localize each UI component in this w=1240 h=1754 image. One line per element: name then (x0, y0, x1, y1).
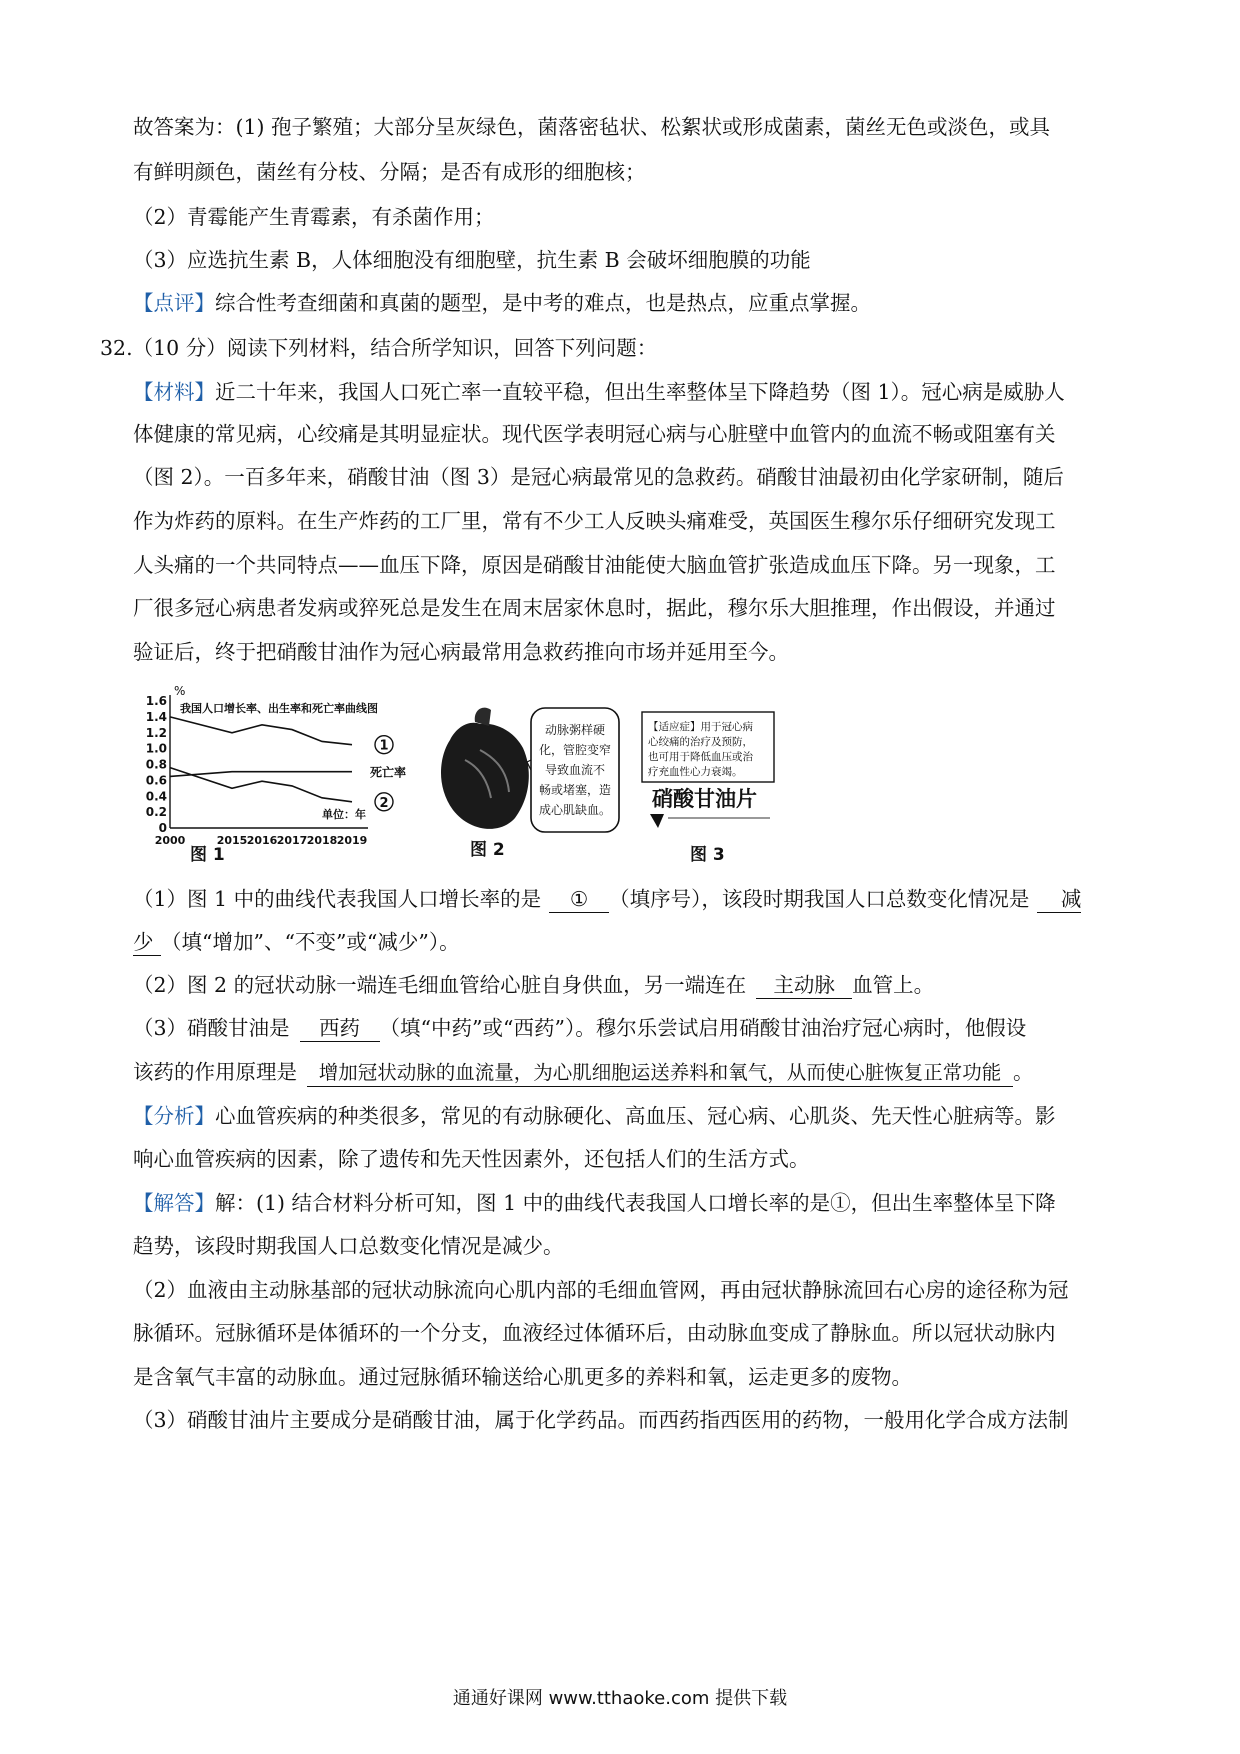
y-tick-label: 0 (158, 821, 167, 835)
figure-1-label: 图 1 (190, 845, 225, 865)
figure-3-label: 图 3 (690, 845, 725, 865)
solution-line-4: 脉循环。冠脉循环是体循环的一个分支，血液经过体循环后，由动脉血变成了静脉血。所以冠状动脉内 (133, 1321, 1056, 1345)
series-label: 2 (379, 795, 389, 811)
x-tick-label: 2019 (336, 834, 368, 847)
solution-line-6: （3）硝酸甘油片主要成分是硝酸甘油，属于化学药品。而西药指西医用的药物，一般用化学合成方法制 (133, 1408, 1069, 1432)
analysis-tag: 【分析】 (133, 1104, 215, 1128)
question-1-line-1: （1）图 1 中的曲线代表我国人口增长率的是 ① （填序号），该段时期我国人口总数变化情况是 减 (133, 887, 1082, 911)
question-3-line-1: （3）硝酸甘油是 西药 （填“中药”或“西药”）。穆尔乐尝试启用硝酸甘油治疗冠心病时，他假设 (133, 1016, 1027, 1040)
answer-line-1: 故答案为：(1) 孢子繁殖；大部分呈灰绿色，菌落密毡状、松絮状或形成菌素，菌丝无色或淡色，或具 (133, 115, 1051, 139)
solution-line-5: 是含氧气丰富的动脉血。通过冠脉循环输送给心肌更多的养料和氧，运走更多的废物。 (133, 1365, 912, 1389)
answer-line-3: （2）青霉能产生青霉素，有杀菌作用； (133, 205, 495, 229)
heart-shape (441, 723, 529, 829)
series-label: 死亡率 (370, 765, 407, 780)
indication-text-line: 心绞痛的治疗及预防， (648, 736, 753, 748)
comment-line: 【点评】综合性考查细菌和真菌的题型，是中考的难点，也是热点，应重点掌握。 (133, 291, 871, 315)
indication-text-line: 【适应症】用于冠心病 (648, 721, 753, 733)
material-line-2: 体健康的常见病，心绞痛是其明显症状。现代医学表明冠心病与心脏壁中血管内的血流不畅或阻塞有关 (133, 422, 1056, 446)
x-unit-label: 单位：年 (322, 808, 366, 821)
analysis-line-2: 响心血管疾病的因素，除了遗传和先天性因素外，还包括人们的生活方式。 (133, 1147, 810, 1171)
material-line-4: 作为炸药的原料。在生产炸药的工厂里，常有不少工人反映头痛难受，英国医生穆尔乐仔细研究发现工 (133, 509, 1056, 533)
y-tick-label: 0.8 (145, 757, 167, 772)
callout-text-line: 成心肌缺血。 (538, 803, 612, 817)
x-tick-label: 2015 (216, 834, 248, 847)
series-label: 1 (379, 738, 389, 754)
series-line (170, 772, 352, 777)
x-tick-label: 2000 (154, 834, 186, 847)
solution-tag: 【解答】 (133, 1191, 215, 1215)
series-line (170, 717, 352, 745)
y-tick-label: 0.2 (145, 805, 167, 820)
material-line-1: 【材料】近二十年来，我国人口死亡率一直较平稳，但出生率整体呈下降趋势（图 1）。冠心病是威胁人 (133, 380, 1065, 404)
callout-text-line: 畅或堵塞，造 (538, 783, 612, 797)
drug-brand-name: 硝酸甘油片 (652, 787, 757, 811)
figure-1-chart (140, 684, 410, 862)
solution-line-2: 趋势，该段时期我国人口总数变化情况是减少。 (133, 1234, 564, 1258)
y-tick-label: 1.2 (145, 725, 167, 740)
answer-line-2: 有鲜明颜色，菌丝有分枝、分隔；是否有成形的细胞核； (133, 160, 646, 184)
material-line-5: 人头痛的一个共同特点——血压下降，原因是硝酸甘油能使大脑血管扩张造成血压下降。另一现象，工 (133, 553, 1056, 577)
x-tick-label: 2018 (306, 834, 338, 847)
brand-mark-icon (650, 814, 664, 828)
comment-tag: 【点评】 (133, 291, 215, 315)
answer-blank-3: 主动脉 (756, 972, 852, 999)
material-tag: 【材料】 (133, 380, 215, 404)
analysis-line-1: 【分析】心血管疾病的种类很多，常见的有动脉硬化、高血压、冠心病、心肌炎、先天性心脏病等。影 (133, 1104, 1056, 1128)
solution-line-1: 【解答】解：(1) 结合材料分析可知，图 1 中的曲线代表我国人口增长率的是①，但出生率整体呈下降 (133, 1191, 1056, 1215)
page-footer: 通通好课网 www.tthaoke.com 提供下载 (452, 1688, 788, 1709)
y-tick-label: 1.4 (145, 709, 167, 724)
answer-blank-1: ① (549, 886, 609, 913)
material-line-6: 厂很多冠心病患者发病或猝死总是发生在周末居家休息时，据此，穆尔乐大胆推理，作出假设，并通过 (133, 596, 1056, 620)
indication-text-line: 疗充血性心力衰竭。 (648, 766, 743, 778)
series-line (170, 768, 352, 802)
y-tick-label: 0.4 (145, 789, 167, 804)
chart-title: 我国人口增长率、出生率和死亡率曲线图 (180, 702, 378, 715)
callout-text-line: 导致血流不 (544, 763, 606, 777)
indication-text-line: 也可用于降低血压或治 (648, 751, 753, 763)
material-line-7: 验证后，终于把硝酸甘油作为冠心病最常用急救药推向市场并延用至今。 (133, 640, 789, 664)
solution-line-3: （2）血液由主动脉基部的冠状动脉流向心肌内部的毛细血管网，再由冠状静脉流回右心房的途径称为冠 (133, 1278, 1069, 1302)
answer-line-4: （3）应选抗生素 B，人体细胞没有细胞壁，抗生素 B 会破坏细胞膜的功能 (133, 248, 811, 272)
x-tick-label: 2016 (246, 834, 278, 847)
question-32-heading: 32.（10 分）阅读下列材料，结合所学知识，回答下列问题： (100, 336, 658, 360)
answer-blank-4: 西药 (300, 1015, 380, 1042)
answer-blank-5: 增加冠状动脉的血流量，为心肌细胞运送养料和氧气，从而使心脏恢复正常功能 (307, 1060, 1013, 1087)
y-tick-label: 0.6 (145, 773, 167, 788)
material-line-3: （图 2）。一百多年来，硝酸甘油（图 3）是冠心病最常见的急救药。硝酸甘油最初由化学家研制，随后 (133, 465, 1064, 489)
y-axis-unit: % (174, 684, 186, 698)
y-tick-label: 1.0 (145, 741, 167, 756)
question-3-line-2: 该药的作用原理是 增加冠状动脉的血流量，为心肌细胞运送养料和氧气，从而使心脏恢复正常功能 。 (133, 1057, 1034, 1087)
y-tick-label: 1.6 (145, 694, 167, 708)
answer-blank-2a: 减 (1037, 886, 1081, 913)
figure-2-label: 图 2 (470, 840, 505, 860)
question-1-line-2: 少 （填“增加”、“不变”或“减少”）。 (133, 930, 460, 954)
question-2-line: （2）图 2 的冠状动脉一端连毛细血管给心脏自身供血，另一端连在 主动脉 血管上。 (133, 973, 935, 997)
callout-text-line: 动脉粥样硬 (544, 723, 606, 737)
answer-blank-2b: 少 (133, 929, 161, 956)
x-tick-label: 2017 (276, 834, 308, 847)
figure-2-heart-illustration (425, 700, 625, 840)
figure-3-drug-box (640, 704, 790, 834)
callout-text-line: 化，管腔变窄 (538, 743, 612, 757)
